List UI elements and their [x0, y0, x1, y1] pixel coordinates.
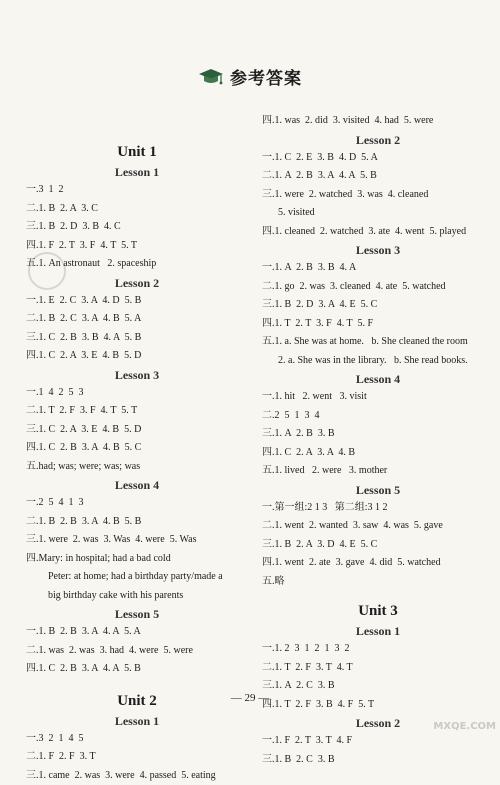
- answer-line: 一.第一组:2 1 3 第二组:3 1 2: [262, 499, 494, 518]
- answer-line: 一.1. A 2. B 3. B 4. A: [262, 259, 494, 278]
- lesson-heading: Lesson 1: [26, 165, 248, 180]
- answer-line: 二.1. B 2. C 3. A 4. B 5. A: [26, 310, 248, 329]
- answer-line-continued: 2. a. She was in the library. b. She read books.: [262, 352, 494, 371]
- watermark-text: MXQE.COM: [433, 721, 496, 732]
- lesson-heading: Lesson 3: [26, 368, 248, 383]
- answer-line: 二.1. B 2. B 3. A 4. B 5. B: [26, 513, 248, 532]
- page-header: [0, 64, 500, 89]
- answer-line: 五.1. lived 2. were 3. mother: [262, 462, 494, 481]
- answer-line: 三.1. A 2. C 3. B: [262, 677, 494, 696]
- answer-line: 三.1. A 2. B 3. B: [262, 425, 494, 444]
- right-column: [262, 112, 494, 769]
- answer-line: 四.1. F 2. T 3. F 4. T 5. T: [26, 237, 248, 256]
- answer-line: 五.略: [262, 573, 494, 592]
- answer-line: 一.1 4 2 5 3: [26, 384, 248, 403]
- lesson-heading: Lesson 2: [26, 276, 248, 291]
- graduation-cap-icon: [198, 67, 224, 87]
- answer-line: 二.1. T 2. F 3. F 4. T 5. T: [26, 402, 248, 421]
- answer-line: 二.2 5 1 3 4: [262, 407, 494, 426]
- unit-heading: Unit 1: [26, 144, 248, 161]
- answer-line: 二.1. went 2. wanted 3. saw 4. was 5. gave: [262, 517, 494, 536]
- answer-line: 二.1. was 2. was 3. had 4. were 5. were: [26, 642, 248, 661]
- answer-line: 四.1. cleaned 2. watched 3. ate 4. went 5. played: [262, 223, 494, 242]
- answer-line: 二.1. T 2. F 3. T 4. T: [262, 659, 494, 678]
- answer-line: 二.1. go 2. was 3. cleaned 4. ate 5. watched: [262, 278, 494, 297]
- answer-line: 四.1. C 2. A 3. A 4. B: [262, 444, 494, 463]
- answer-line: 四.1. went 2. ate 3. gave 4. did 5. watched: [262, 554, 494, 573]
- answer-line: 二.1. B 2. A 3. C: [26, 200, 248, 219]
- answer-line-continued: big birthday cake with his parents: [26, 587, 248, 606]
- answer-line: 一.1. hit 2. went 3. visit: [262, 388, 494, 407]
- lesson-heading: Lesson 2: [262, 716, 494, 731]
- answer-line: 四.1. C 2. B 3. A 4. B 5. C: [26, 439, 248, 458]
- answer-line: 二.1. F 2. F 3. T: [26, 748, 248, 767]
- lesson-heading: Lesson 5: [262, 483, 494, 498]
- lesson-heading: Lesson 5: [26, 607, 248, 622]
- lesson-heading: Lesson 1: [26, 714, 248, 729]
- answer-line-continued: 5. visited: [262, 204, 494, 223]
- answer-line: 一.2 5 4 1 3: [26, 494, 248, 513]
- answer-line: 三.1. B 2. C 3. B: [262, 751, 494, 770]
- answer-line: 三.1. came 2. was 3. were 4. passed 5. eating: [26, 767, 248, 785]
- answer-line: 一.1. E 2. C 3. A 4. D 5. B: [26, 292, 248, 311]
- answer-line: 五.had; was; were; was; was: [26, 458, 248, 477]
- answer-line: 一.1. 2 3 1 2 1 3 2: [262, 640, 494, 659]
- answer-line: 五.1. a. She was at home. b. She cleaned the room: [262, 333, 494, 352]
- lesson-heading: Lesson 4: [262, 372, 494, 387]
- answer-line: 三.1. C 2. A 3. E 4. B 5. D: [26, 421, 248, 440]
- answer-line: 一.3 2 1 4 5: [26, 730, 248, 749]
- answer-line: 一.1. C 2. E 3. B 4. D 5. A: [262, 149, 494, 168]
- answer-line: 三.1. were 2. was 3. Was 4. were 5. Was: [26, 531, 248, 550]
- answer-line: 三.1. C 2. B 3. B 4. A 5. B: [26, 329, 248, 348]
- answer-line: 三.1. were 2. watched 3. was 4. cleaned: [262, 186, 494, 205]
- answer-line: 四.1. C 2. A 3. E 4. B 5. D: [26, 347, 248, 366]
- answer-line: 一.1. B 2. B 3. A 4. A 5. A: [26, 623, 248, 642]
- answer-line: 四.1. T 2. F 3. B 4. F 5. T: [262, 696, 494, 715]
- answer-line: 四.1. was 2. did 3. visited 4. had 5. were: [262, 112, 494, 131]
- answer-line: 四.1. T 2. T 3. F 4. T 5. F: [262, 315, 494, 334]
- answer-line: 三.1. B 2. A 3. D 4. E 5. C: [262, 536, 494, 555]
- unit-heading: Unit 3: [262, 603, 494, 620]
- page-number: — 29 —: [0, 692, 500, 704]
- lesson-heading: Lesson 2: [262, 133, 494, 148]
- lesson-heading: Lesson 3: [262, 243, 494, 258]
- answer-line: 四.Mary: in hospital; had a bad cold: [26, 550, 248, 569]
- page-title: 参考答案: [230, 64, 302, 89]
- lesson-heading: Lesson 4: [26, 478, 248, 493]
- left-column: [26, 112, 248, 785]
- answer-line: 三.1. B 2. D 3. B 4. C: [26, 218, 248, 237]
- answer-line: 二.1. A 2. B 3. A 4. A 5. B: [262, 167, 494, 186]
- answer-line: 四.1. C 2. B 3. A 4. A 5. B: [26, 660, 248, 679]
- answer-line-continued: Peter: at home; had a birthday party/made a: [26, 568, 248, 587]
- answer-line: 五.1. An astronaut 2. spaceship: [26, 255, 248, 274]
- answer-line: 三.1. B 2. D 3. A 4. E 5. C: [262, 296, 494, 315]
- answer-line: 一.1. F 2. T 3. T 4. F: [262, 732, 494, 751]
- unit-heading: Unit 2: [26, 693, 248, 710]
- answer-line: 一.3 1 2: [26, 181, 248, 200]
- watermark-logo: [412, 694, 496, 732]
- lesson-heading: Lesson 1: [262, 624, 494, 639]
